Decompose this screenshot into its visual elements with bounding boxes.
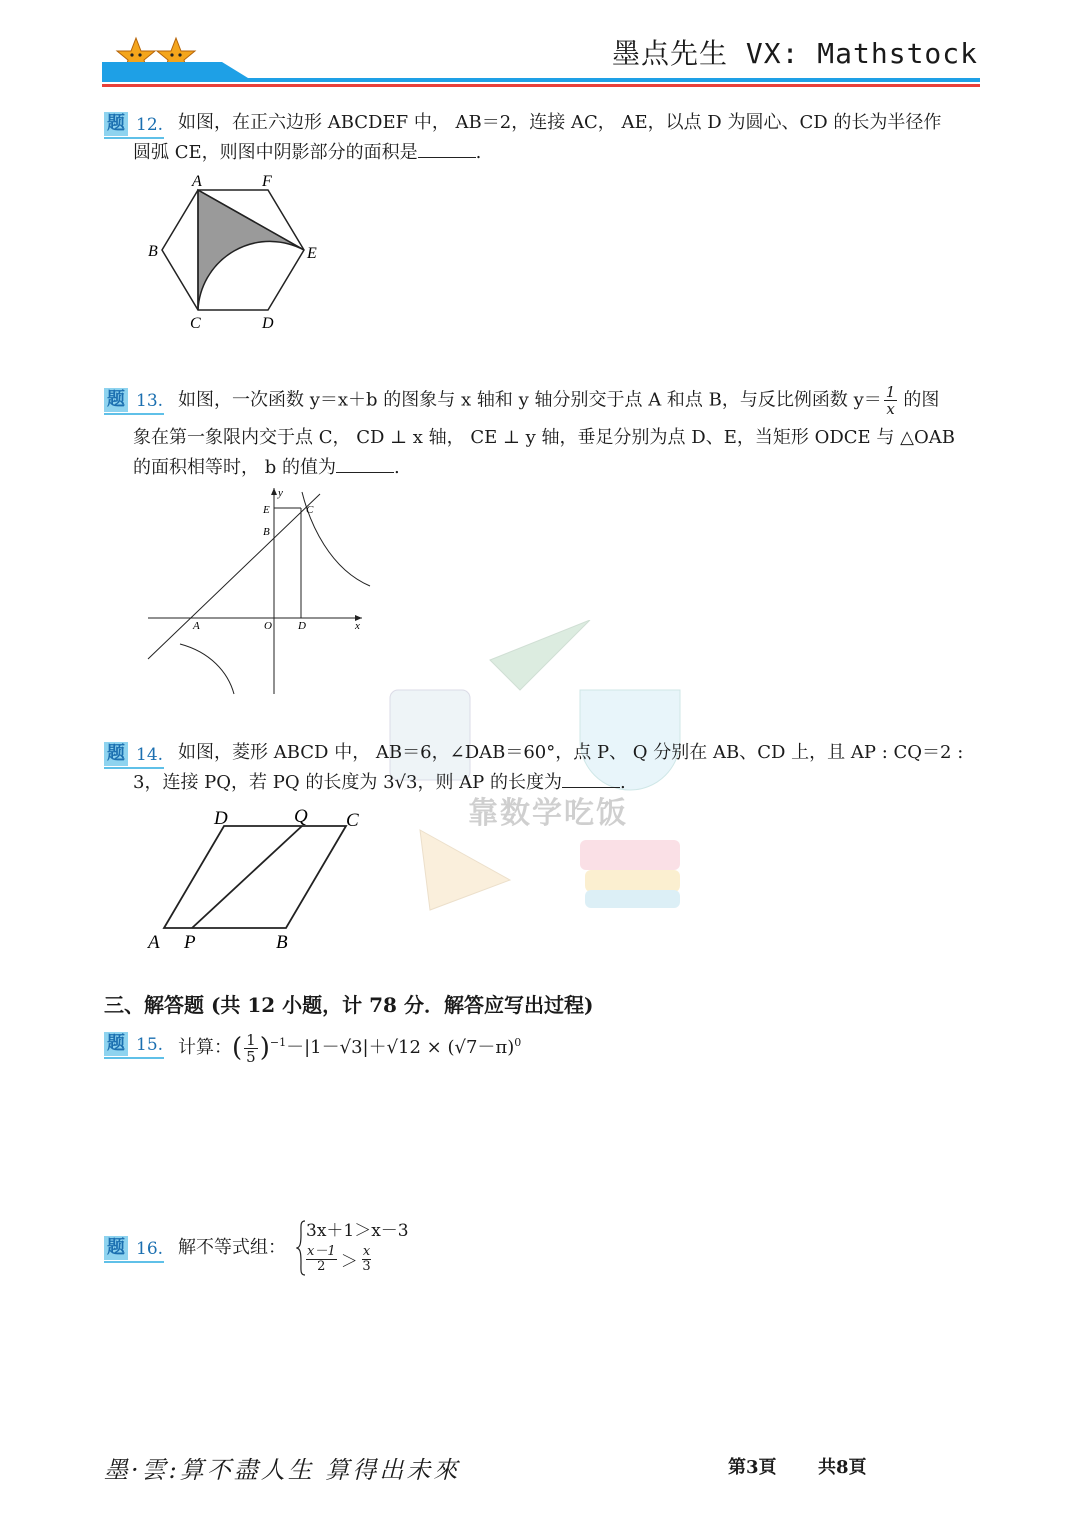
- segment-PQ: [192, 826, 302, 928]
- question-text-line1: 如图，菱形 ABCD 中， AB＝6，∠DAB＝60°，点 P、 Q 分别在 AB、CD 上，且 AP : CQ＝2 :: [178, 742, 964, 763]
- header: [0, 0, 1080, 100]
- question-tag-badge: 题: [104, 388, 128, 412]
- label-D: D: [262, 315, 274, 332]
- label-C: C: [190, 315, 201, 332]
- footer-motto: 墨·雲:算不盡人生 算得出未來: [104, 1456, 461, 1484]
- label-x: x: [355, 620, 360, 632]
- hexagon-figure: [140, 170, 340, 340]
- question-number: 13.: [136, 391, 164, 411]
- label-O: O: [264, 620, 272, 632]
- header-title: 墨点先生 VX: Mathstock: [612, 37, 979, 70]
- label-C: C: [306, 504, 314, 516]
- label-F: F: [262, 173, 272, 190]
- inequality-1: 3x＋1＞x－3: [306, 1221, 409, 1241]
- label-A: A: [192, 173, 202, 190]
- exponent: 0: [514, 1036, 522, 1049]
- question-number: 15.: [136, 1035, 164, 1055]
- label-E: E: [307, 245, 317, 262]
- label-A: A: [148, 932, 160, 953]
- exponent: −1: [269, 1036, 287, 1049]
- question-tag: [104, 1030, 163, 1056]
- inequality-system: [296, 1220, 436, 1276]
- label-A: A: [193, 620, 200, 632]
- linear-function-line: [148, 494, 320, 659]
- page-number: 第3頁: [728, 1457, 777, 1478]
- label-B: B: [276, 932, 288, 953]
- question-text-line1: 如图，一次函数 y＝x＋b 的图象与 x 轴和 y 轴分别交于点 A 和点 B，与反比例函数 y＝ $\frac{1}{x}$ 的图: [178, 383, 940, 418]
- question-tag: [104, 386, 163, 412]
- question-text-line2: 3，连接 PQ，若 PQ 的长度为 3√3，则 AP 的长度为 .: [133, 768, 626, 798]
- question-text: 解不等式组：: [178, 1237, 286, 1258]
- label-Q: Q: [294, 806, 308, 827]
- question-tag-badge: 题: [104, 112, 128, 136]
- label-D: D: [298, 620, 306, 632]
- question-tag: [104, 740, 163, 766]
- question-number: 12.: [136, 115, 164, 135]
- fraction: $\frac{1}{x}$: [885, 383, 896, 418]
- section-title: 三、解答题 (共 12 小题，计 78 分．解答应写出过程): [104, 993, 594, 1017]
- answer-blank: [418, 139, 476, 158]
- question-text-line2: 圆弧 CE，则图中阴影部分的面积是 .: [133, 138, 481, 168]
- answer-blank: [336, 454, 394, 473]
- question-text: 计算：( $\frac{1}{5}$ )$^{-1}-|1-√3|+√12 \times (√7-\pi)^0$: [178, 1030, 522, 1066]
- question-tag-badge: 题: [104, 1032, 128, 1056]
- watermark-text: 靠数学吃饭: [468, 796, 628, 831]
- answer-blank: [562, 769, 620, 788]
- question-number: 14.: [136, 745, 164, 765]
- question-text-line2: 象在第一象限内交于点 C， CD ⊥ x 轴， CE ⊥ y 轴，垂足分别为点 D、E，当矩形 ODCE 与 △OAB: [133, 427, 955, 448]
- question-tag: [104, 1234, 163, 1260]
- inequality-2: $\frac{x-1}{2}$ ＞ $\frac{x}{3}$: [307, 1244, 371, 1274]
- fraction: $\frac{1}{5}$: [246, 1030, 256, 1066]
- rhombus-figure: [140, 804, 380, 954]
- question-text-line3: 的面积相等时， b 的值为 .: [133, 453, 400, 483]
- question-tag-badge: 题: [104, 742, 128, 766]
- label-D: D: [214, 808, 228, 829]
- question-tag-badge: 题: [104, 1236, 128, 1260]
- label-P: P: [184, 932, 196, 953]
- hyperbola-q3: [180, 644, 234, 694]
- shaded-region: [198, 190, 304, 310]
- label-B: B: [263, 526, 270, 538]
- question-text-line1: 如图，在正六边形 ABCDEF 中， AB＝2，连接 AC， AE，以点 D 为圆心、CD 的长为半径作: [178, 112, 942, 133]
- brace-icon: [296, 1220, 306, 1276]
- label-C: C: [346, 810, 359, 831]
- rhombus: [164, 826, 346, 928]
- question-tag: [104, 110, 163, 136]
- coordinate-figure: [140, 484, 380, 698]
- label-y: y: [278, 487, 283, 499]
- page-total: 共8頁: [818, 1457, 867, 1478]
- label-B: B: [148, 243, 158, 260]
- question-number: 16.: [136, 1239, 164, 1259]
- label-E: E: [263, 504, 270, 516]
